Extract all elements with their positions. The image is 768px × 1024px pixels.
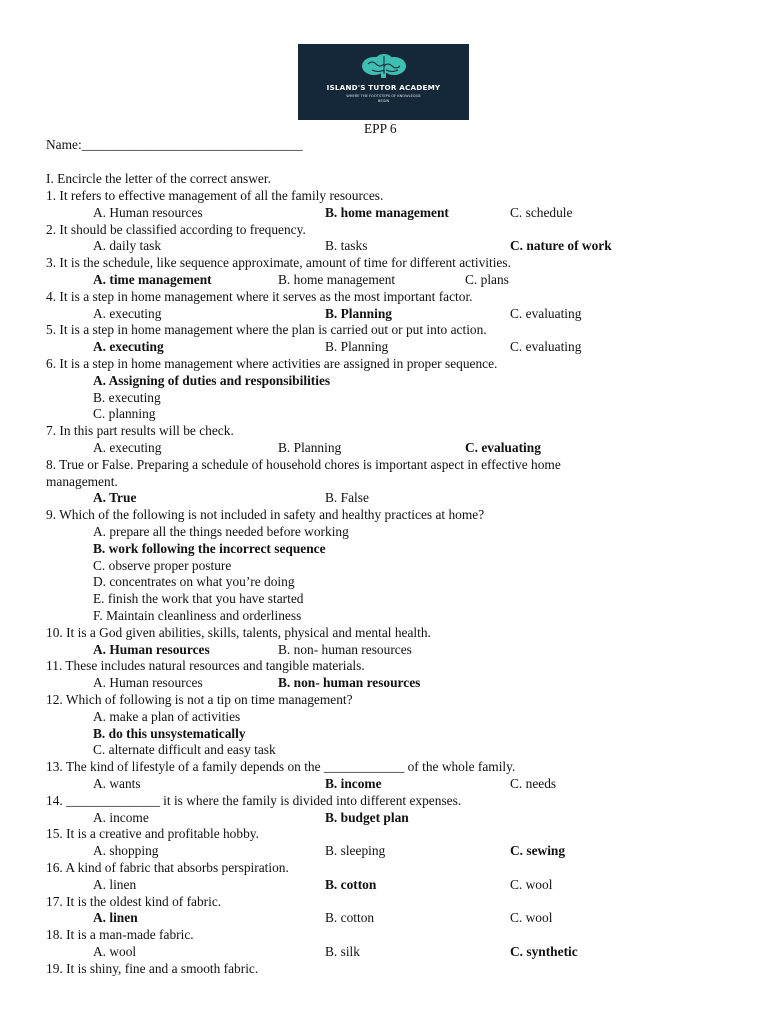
question-text: 10. It is a God given abilities, skills, talents, physical and mental health.	[46, 624, 431, 640]
question-text: 14. ______________ it is where the family is divided into different expenses.	[46, 792, 462, 808]
answer-choice[interactable]: A. Human resources	[93, 204, 203, 220]
answer-choice[interactable]: C. observe proper posture	[93, 557, 232, 573]
answer-choice[interactable]: A. shopping	[93, 843, 159, 859]
answer-choice[interactable]: A. Assigning of duties and responsibilities	[93, 372, 331, 388]
answer-choice[interactable]: B. Planning	[325, 339, 389, 355]
answer-choice[interactable]: D. concentrates on what you’re doing	[93, 574, 295, 590]
question-text: 19. It is shiny, fine and a smooth fabric.	[46, 960, 259, 976]
question-text: 9. Which of the following is not included in safety and healthy practices at home?	[46, 507, 485, 523]
question-text: 12. Which of following is not a tip on time management?	[46, 692, 353, 707]
logo	[298, 44, 469, 120]
answer-choice[interactable]: B. budget plan	[325, 809, 409, 825]
question-text: 5. It is a step in home management where the plan is carried out or put into action.	[46, 322, 487, 338]
answer-choice[interactable]: B. non- human resources	[278, 675, 421, 691]
answer-choice[interactable]: A. wool	[93, 944, 137, 959]
answer-choice[interactable]: B. Planning	[278, 440, 342, 455]
subject-title: EPP 6	[364, 121, 397, 136]
answer-choice[interactable]: F. Maintain cleanliness and orderliness	[93, 608, 302, 623]
answer-choice[interactable]: B. False	[325, 490, 369, 506]
answer-choice[interactable]: A. make a plan of activities	[93, 708, 241, 724]
question-text: 11. These includes natural resources and tangible materials.	[46, 658, 365, 674]
instructions: I. Encircle the letter of the correct answer.	[46, 171, 271, 186]
answer-choice[interactable]: C. wool	[510, 876, 553, 892]
answer-choice[interactable]: C. sewing	[510, 843, 566, 859]
answer-choice[interactable]: B. cotton	[325, 910, 375, 926]
answer-choice[interactable]: B. sleeping	[325, 843, 386, 859]
name-field[interactable]: Name:_________________________________	[46, 137, 303, 152]
answer-choice[interactable]: A. linen	[93, 910, 138, 926]
answer-choice[interactable]: B. cotton	[325, 876, 377, 892]
logo-tagline: WHERE THE FOOTSTEPS OF KNOWLEDGE BEGIN	[346, 94, 421, 103]
answer-choice[interactable]: B. work following the incorrect sequence	[93, 540, 326, 556]
answer-choice[interactable]: B. home management	[325, 204, 449, 220]
answer-choice[interactable]: C. needs	[510, 776, 557, 791]
brain-icon	[298, 44, 469, 84]
question-text: 15. It is a creative and profitable hobby.	[46, 826, 259, 842]
answer-choice[interactable]: A. True	[93, 490, 137, 506]
answer-choice[interactable]: B. income	[325, 776, 382, 791]
answer-choice[interactable]: E. finish the work that you have started	[93, 591, 304, 607]
answer-choice[interactable]: A. daily task	[93, 238, 162, 254]
answer-choice[interactable]: C. planning	[93, 406, 156, 422]
answer-choice[interactable]: B. silk	[325, 944, 360, 959]
answer-choice[interactable]: B. executing	[93, 389, 161, 405]
question-text: 16. A kind of fabric that absorbs perspiration.	[46, 860, 289, 875]
question-text: 2. It should be classified according to frequency.	[46, 221, 306, 237]
answer-choice[interactable]: C. schedule	[510, 204, 573, 220]
question-text: 1. It refers to effective management of all the family resources.	[46, 188, 384, 203]
answer-choice[interactable]: C. evaluating	[465, 440, 541, 455]
answer-choice[interactable]: A. linen	[93, 876, 137, 892]
answer-choice[interactable]: B. do this unsystematically	[93, 725, 246, 741]
question-text: 7. In this part results will be check.	[46, 423, 234, 439]
answer-choice[interactable]: A. Human resources	[93, 675, 203, 691]
answer-choice[interactable]: C. nature of work	[510, 238, 612, 254]
question-text: 17. It is the oldest kind of fabric.	[46, 893, 222, 909]
question-text-continued: management.	[46, 473, 118, 489]
answer-choice[interactable]: C. alternate difficult and easy task	[93, 742, 276, 758]
question-text: 4. It is a step in home management where it serves as the most important factor.	[46, 288, 473, 304]
answer-choice[interactable]: A. wants	[93, 776, 141, 791]
question-text: 8. True or False. Preparing a schedule of household chores is important aspect in effective home	[46, 456, 561, 472]
answer-choice[interactable]: C. synthetic	[510, 944, 578, 959]
answer-choice[interactable]: B. Planning	[325, 305, 392, 321]
answer-choice[interactable]: C. plans	[465, 272, 509, 287]
question-text: 3. It is the schedule, like sequence approximate, amount of time for different activities.	[46, 255, 511, 271]
answer-choice[interactable]: B. tasks	[325, 238, 368, 254]
answer-choice[interactable]: B. non- human resources	[278, 641, 412, 657]
answer-choice[interactable]: A. time management	[93, 272, 212, 287]
answer-choice[interactable]: C. wool	[510, 910, 553, 926]
answer-choice[interactable]: A. prepare all the things needed before working	[93, 524, 349, 539]
answer-choice[interactable]: A. executing	[93, 440, 162, 455]
answer-choice[interactable]: A. executing	[93, 339, 164, 355]
answer-choice[interactable]: A. income	[93, 809, 149, 825]
answer-choice[interactable]: B. home management	[278, 272, 396, 287]
answer-choice[interactable]: C. evaluating	[510, 339, 582, 355]
question-text: 13. The kind of lifestyle of a family depends on the ____________ of the whole family.	[46, 759, 516, 775]
answer-choice[interactable]: A. executing	[93, 305, 162, 321]
question-text: 18. It is a man-made fabric.	[46, 927, 194, 943]
logo-title: ISLAND'S TUTOR ACADEMY	[326, 83, 441, 92]
answer-choice[interactable]: C. evaluating	[510, 305, 582, 321]
question-text: 6. It is a step in home management where activities are assigned in proper sequence.	[46, 356, 498, 371]
answer-choice[interactable]: A. Human resources	[93, 641, 210, 657]
